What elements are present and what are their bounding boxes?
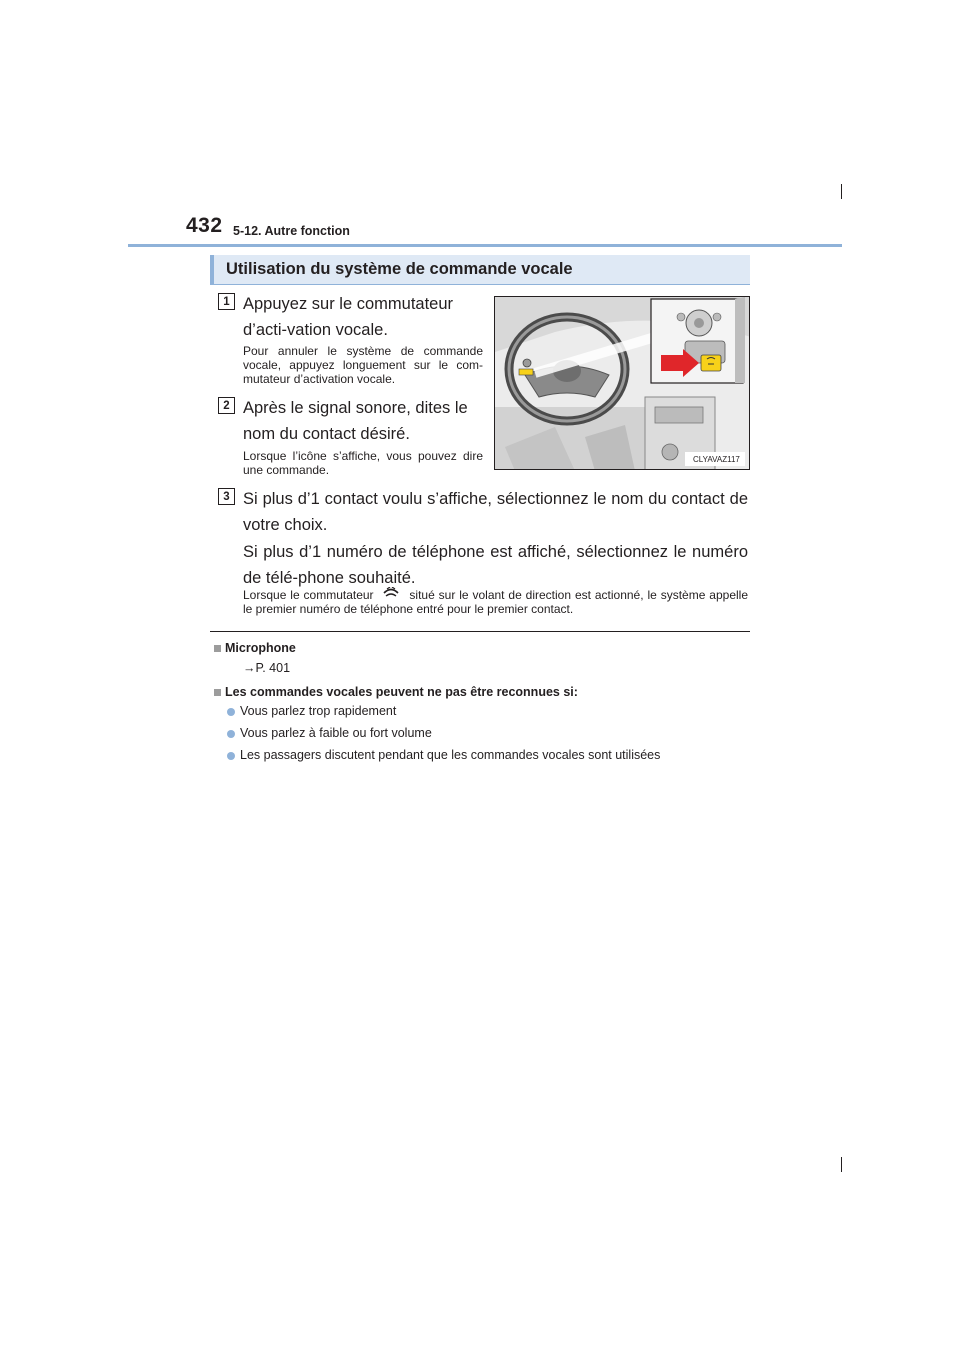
crop-mark-top [841, 184, 842, 199]
dashboard-icon [495, 297, 750, 470]
steering-wheel-illustration [494, 296, 750, 470]
note-heading-microphone: Microphone [225, 641, 296, 655]
step-number-2: 2 [218, 397, 235, 414]
step-2-text: Après le signal sonore, dites le nom du contact désiré. [243, 399, 468, 443]
note-heading-recognition: Les commandes vocales peuvent ne pas être reconnues si: [225, 685, 578, 699]
square-bullet-icon [214, 645, 221, 652]
section-title: Utilisation du système de commande vocale [226, 260, 573, 278]
section-divider [210, 631, 750, 632]
list-item: Les passagers discutent pendant que les commandes vocales sont utilisées [240, 748, 661, 762]
circle-bullet-icon [227, 708, 235, 716]
chapter-title: 5-12. Autre fonction [233, 224, 350, 238]
figure-code: CLYAVAZ117 [693, 455, 740, 464]
step-2-note: Lorsque l’icône s’affiche, vous pouvez dire une commande. [243, 449, 483, 477]
circle-bullet-icon [227, 730, 235, 738]
section-banner-underline [210, 284, 750, 285]
step-3-note [243, 587, 748, 616]
crop-mark-bottom [841, 1157, 842, 1172]
header-rule [128, 244, 842, 247]
list-item: Vous parlez trop rapidement [240, 704, 397, 718]
circle-bullet-icon [227, 752, 235, 760]
step-3-text-2: Si plus d’1 numéro de téléphone est affiché, sélectionnez le numéro de télé-phone souhaité. [243, 543, 748, 587]
list-item: Vous parlez à faible ou fort volume [240, 726, 432, 740]
page-number: 432 [186, 214, 223, 237]
page-reference: →P. 401 [243, 661, 291, 675]
step-number-1: 1 [218, 293, 235, 310]
step-1-note: Pour annuler le système de commande vocale, appuyez longuement sur le com-mutateur d’activation vocale. [243, 344, 483, 386]
step-3-note-end: situé sur le volant de direction est actionné, le système appelle le premier numéro de téléphone entré pour le premier contact. [243, 588, 749, 616]
step-3-note-start: Lorsque le commutateur [243, 588, 374, 602]
step-3-text: Si plus d’1 contact voulu s’affiche, sélectionnez le nom du contact de votre choix. [243, 490, 748, 534]
step-1-text: Appuyez sur le commutateur d’acti-vation vocale. [243, 295, 454, 339]
phone-voice-icon [381, 587, 401, 601]
square-bullet-icon [214, 689, 221, 696]
step-number-3: 3 [218, 488, 235, 505]
